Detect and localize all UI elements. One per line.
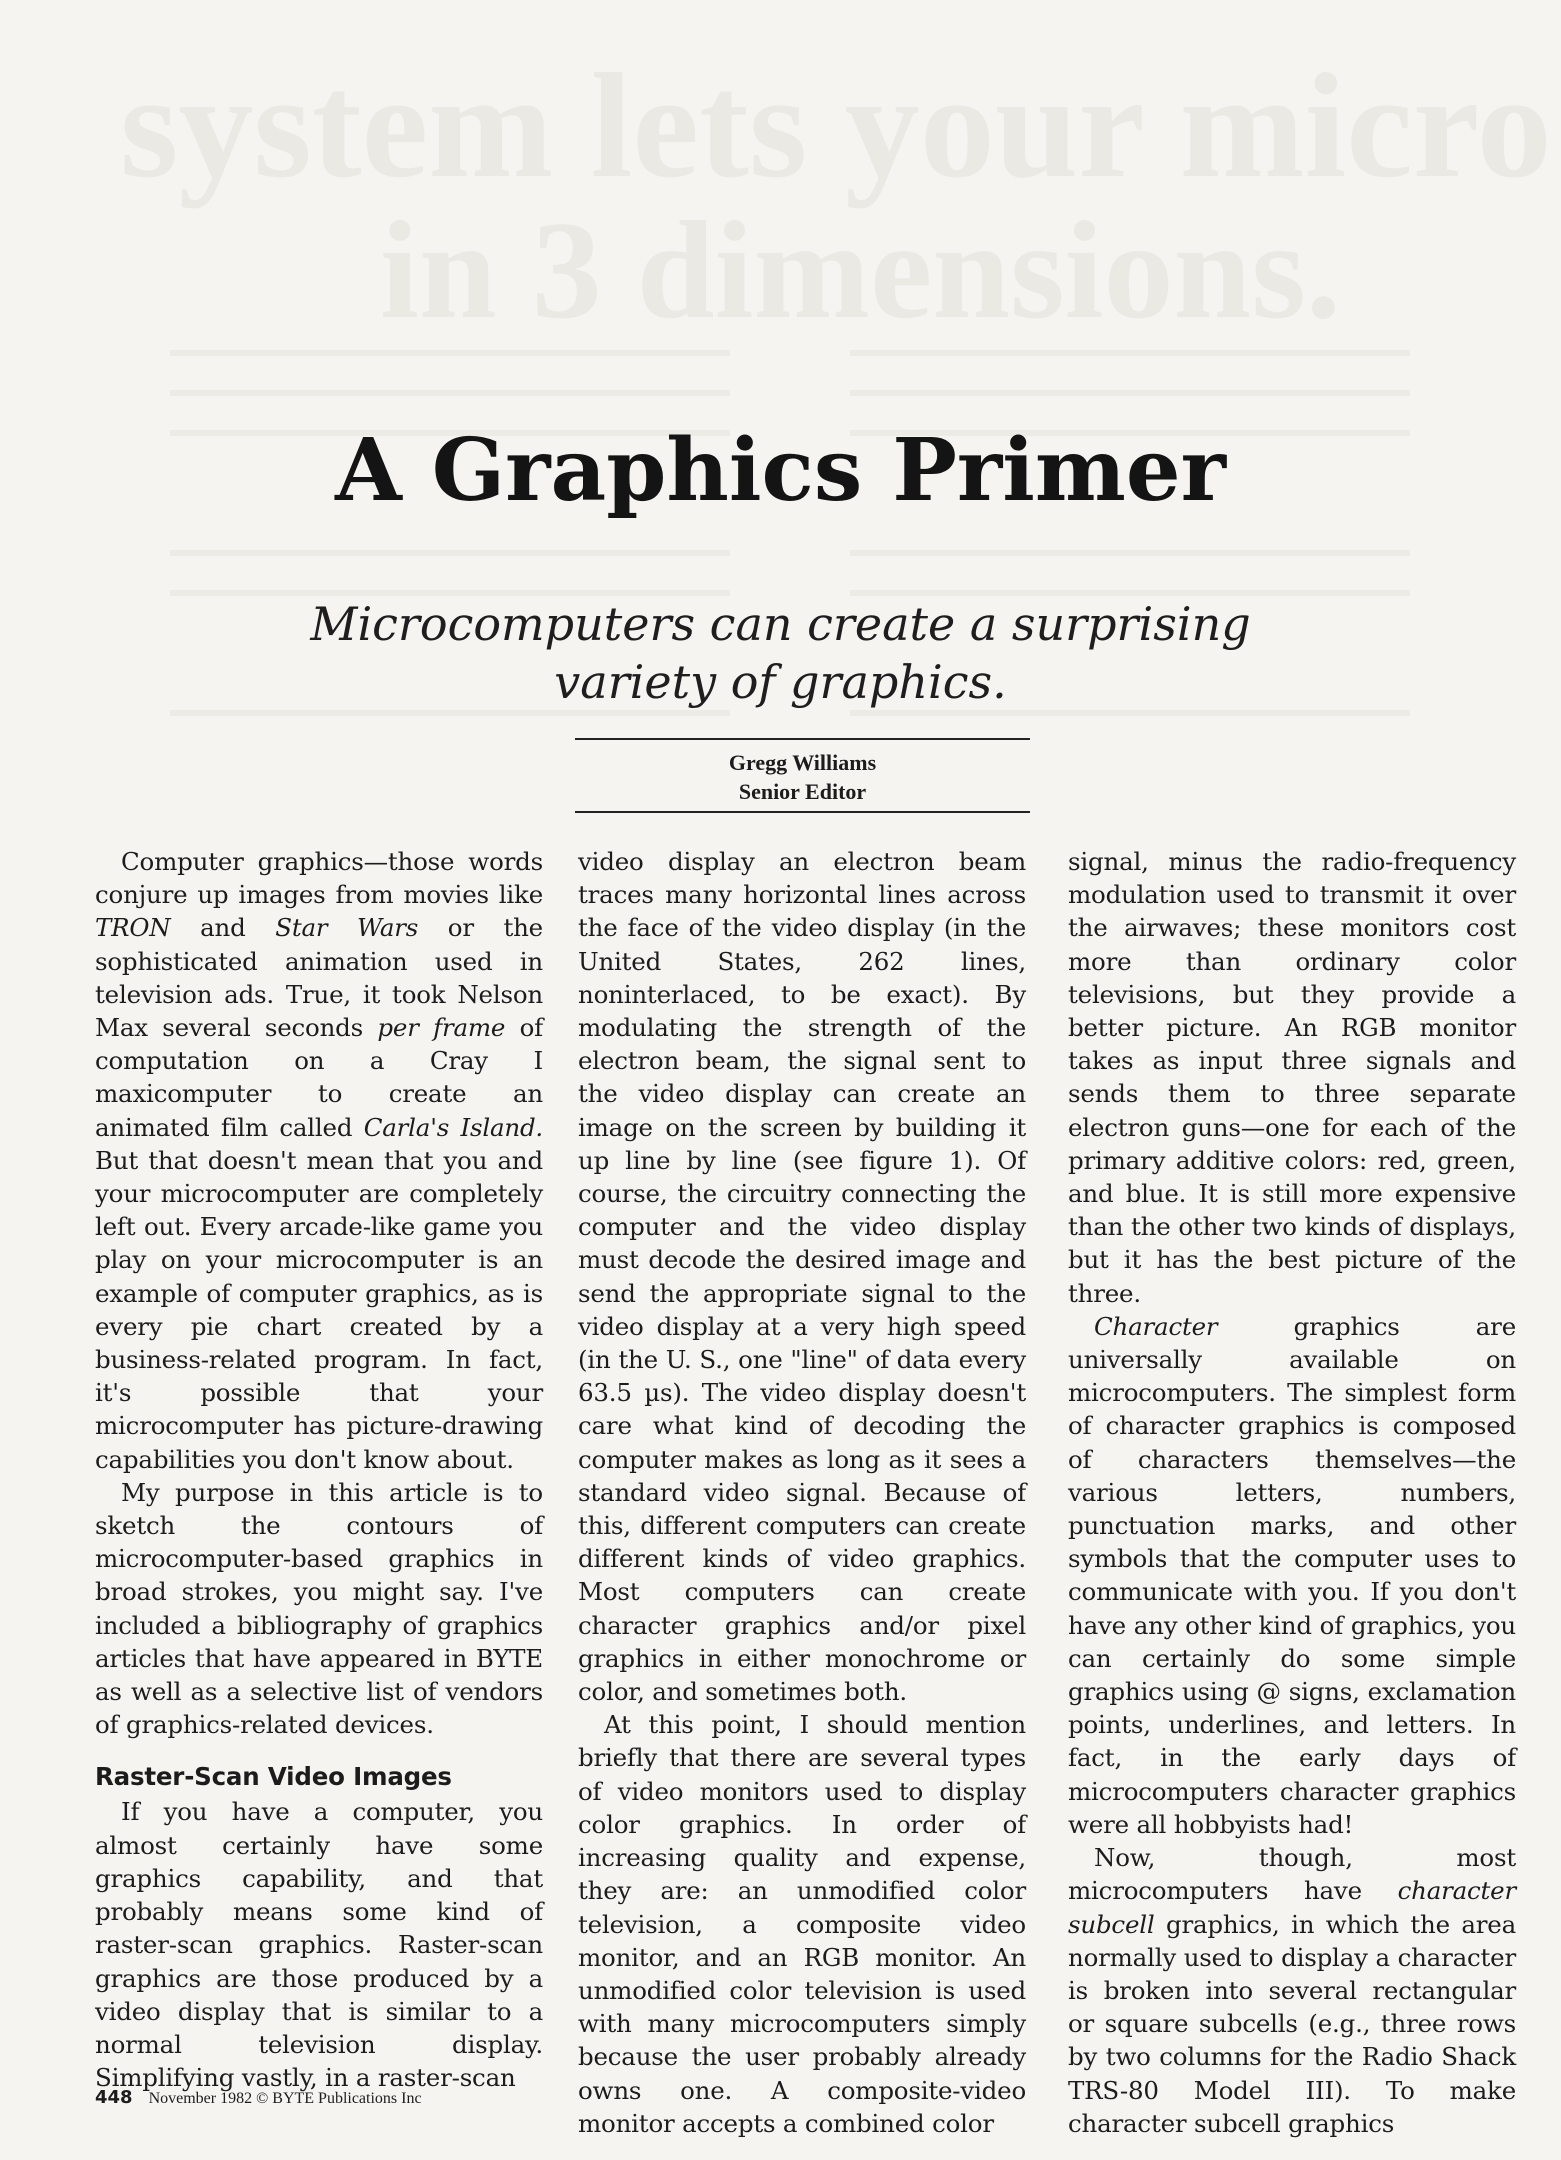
subtitle-line-2: variety of graphics. <box>554 655 1007 709</box>
footer-credit: November 1982 © BYTE Publications Inc <box>148 2090 422 2107</box>
paragraph: Computer graphics—those words conjure up images from movies like TRON and Star Wars or the sophisticated animation used in television ads. True, it took Nelson Max several seconds per frame of computation on a Cray I maxicomputer to create an animated film called Carla's Island. But that doesn't mean that you and your microcomputer are completely left out. Every arcade-like game you play on your microcomputer is an example of computer graphics, as is every pie chart created by a business-related program. In fact, it's possible that your microcomputer has picture-drawing capabilities you don't know about. <box>95 847 544 1474</box>
section-heading: Raster-Scan Video Images <box>95 1762 452 1792</box>
byline <box>575 748 1030 806</box>
show-through-headline-1: system lets your micro <box>120 43 1552 209</box>
text-column-3 <box>1068 845 1516 2140</box>
author-name: Gregg Williams <box>728 750 877 775</box>
paragraph: signal, minus the radio-frequency modulation used to transmit it over the airwaves; these monitors cost more than ordinary color televisions, but they provide a better picture. An RGB monitor takes as input three signals and sends them to three separate electron guns—one for each of the primary additive colors: red, green, and blue. It is still more expensive than the other two kinds of displays, but it has the best picture of the three. <box>1068 847 1516 1308</box>
text-column-2 <box>578 845 1026 2140</box>
byline-top-rule <box>575 738 1030 740</box>
paragraph: If you have a computer, you almost certainly have some graphics capability, and that probably means some kind of raster-scan graphics. Raster-scan graphics are those produced by a video display that is similar to a normal television display. Simplifying vastly, in a raster-scan <box>95 1797 543 2093</box>
page-number: 448 <box>95 2087 133 2108</box>
paragraph: My purpose in this article is to sketch the contours of microcomputer-based graphics in broad strokes, you might say. I've included a bibliography of graphics articles that have appeared in BYTE as well as a selective list of vendors of graphics-related devices. <box>95 1477 543 1740</box>
paragraph: video display an electron beam traces many horizontal lines across the face of the video display (in the United States, 262 lines, noninterlaced, to be exact). By modulating the strength of the electron beam, the signal sent to the video display can create an image on the screen by building it up line by line (see figure 1). Of course, the circuitry connecting the computer and the video display must decode the desired image and send the appropriate signal to the video display at a very high speed (in the U. S., one "line" of data every 63.5 µs). The video display doesn't care what kind of decoding the computer makes as long as it sees a standard video signal. Because of this, different computers can create different kinds of video graphics. Most computers can create character graphics and/or pixel graphics in either monochrome or color, and sometimes both. <box>578 847 1026 1707</box>
show-through-headline-2: in 3 dimensions. <box>380 193 1341 348</box>
byline-bottom-rule <box>575 811 1030 813</box>
paragraph: Character graphics are universally available on microcomputers. The simplest form of character graphics is composed of characters themselves—the various letters, numbers, punctuation marks, and other symbols that the computer uses to communicate with you. If you don't have any other kind of graphics, you can certainly do some simple graphics using @ signs, exclamation points, underlines, and letters. In fact, in the early days of microcomputers character graphics were all hobbyists had! <box>1068 1311 1516 1839</box>
author-role: Senior Editor <box>738 779 867 804</box>
paragraph: Now, though, most microcomputers have character subcell graphics, in which the area normally used to display a character is broken into several rectangular or square subcells (e.g., three rows by two columns for the Radio Shack TRS-80 Model III). To make character subcell graphics <box>1068 1843 1516 2138</box>
article-title: A Graphics Primer <box>335 420 1226 521</box>
article-subtitle <box>0 595 1561 711</box>
text-column-1 <box>95 845 543 2094</box>
paragraph: At this point, I should mention briefly that there are several types of video monitors used to display color graphics. In order of increasing quality and expense, they are: an unmodified color television, a composite video monitor, and an RGB monitor. An unmodified color television is used with many microcomputers simply because the user probably already owns one. A composite-video monitor accepts a combined color <box>578 1710 1026 2138</box>
subtitle-line-1: Microcomputers can create a surprising <box>310 597 1251 651</box>
page-footer <box>95 2087 422 2108</box>
